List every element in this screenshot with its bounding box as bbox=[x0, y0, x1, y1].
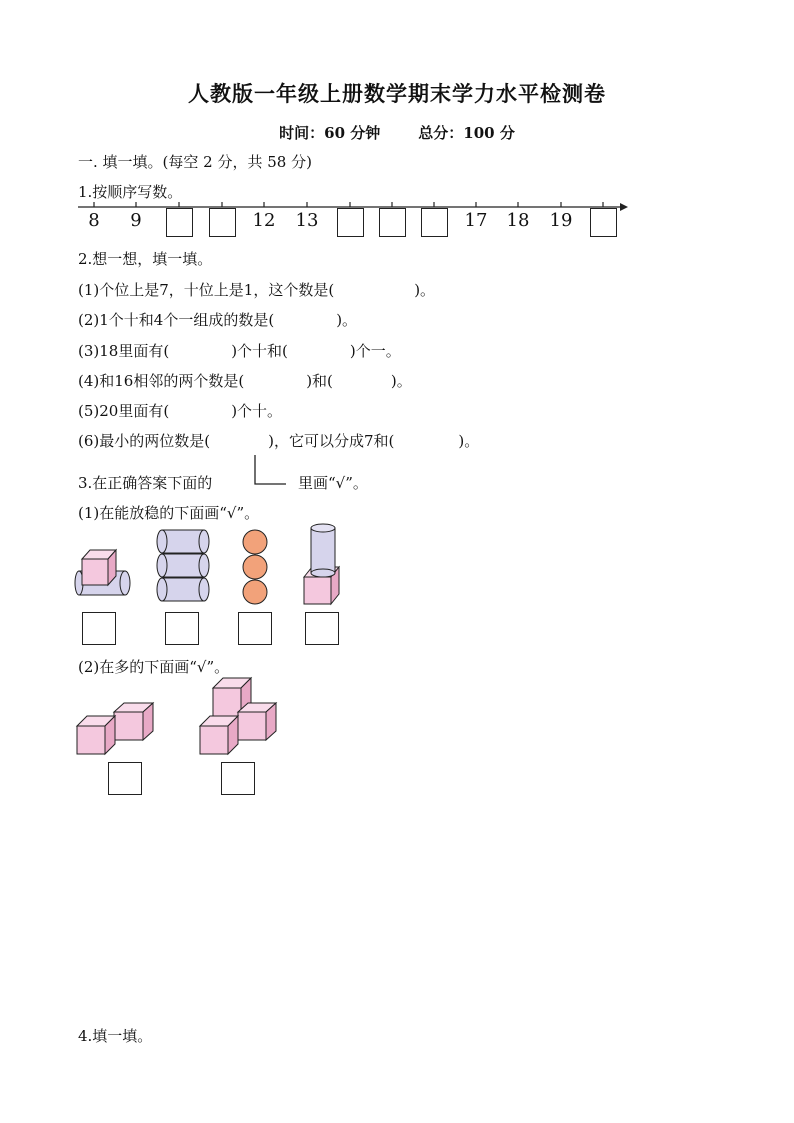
page-title: 人教版一年级上册数学期末学力水平检测卷 bbox=[188, 81, 606, 106]
q2-item-2: (2)1个十和4个一组成的数是( )。 bbox=[78, 311, 358, 329]
check-box[interactable] bbox=[221, 762, 255, 795]
cylinder-on-cube-figure bbox=[304, 524, 339, 604]
number-line-label: 8 bbox=[88, 210, 100, 231]
number-line-label: 12 bbox=[252, 210, 276, 231]
q4-heading: 4.填一填。 bbox=[78, 1027, 153, 1045]
q2-item-3: (3)18里面有( )个十和( )个一。 bbox=[78, 342, 401, 360]
exam-total-score: 总分：100 分 bbox=[418, 124, 515, 142]
section-heading: 一. 填一填。(每空 2 分，共 58 分) bbox=[78, 153, 312, 171]
number-line-label: 17 bbox=[464, 210, 488, 231]
cube-groups bbox=[0, 672, 794, 762]
number-line-label: 9 bbox=[130, 210, 142, 231]
stacked-spheres-figure bbox=[243, 530, 267, 604]
q3-part1: (1)在能放稳的下面画“√”。 bbox=[78, 504, 260, 522]
number-line-label: 13 bbox=[295, 210, 319, 231]
q1-heading: 1.按顺序写数。 bbox=[78, 183, 183, 201]
number-line-label: 18 bbox=[506, 210, 530, 231]
q3-heading-a: 3.在正确答案下面的 bbox=[78, 474, 213, 492]
stacked-cylinders-figure bbox=[157, 530, 209, 601]
exam-time: 时间：60 分钟 bbox=[279, 124, 381, 142]
cube-group-left bbox=[77, 703, 153, 754]
q3-part2: (2)在多的下面画“√”。 bbox=[78, 658, 230, 676]
exam-info bbox=[0, 122, 794, 143]
number-line-label: 19 bbox=[549, 210, 573, 231]
answer-box[interactable] bbox=[166, 208, 193, 237]
check-box[interactable] bbox=[108, 762, 142, 795]
answer-box[interactable] bbox=[337, 208, 364, 237]
q2-item-5: (5)20里面有( )个十。 bbox=[78, 402, 283, 420]
q2-heading: 2.想一想，填一填。 bbox=[78, 250, 213, 268]
answer-box[interactable] bbox=[421, 208, 448, 237]
answer-box[interactable] bbox=[209, 208, 236, 237]
stability-figures bbox=[0, 522, 794, 622]
check-box[interactable] bbox=[82, 612, 116, 645]
answer-box[interactable] bbox=[590, 208, 617, 237]
check-box[interactable] bbox=[305, 612, 339, 645]
q2-item-1: (1)个位上是7，十位上是1，这个数是( )。 bbox=[78, 281, 436, 299]
check-box[interactable] bbox=[165, 612, 199, 645]
q3-heading-b: 里画“√”。 bbox=[298, 474, 368, 492]
check-box[interactable] bbox=[238, 612, 272, 645]
answer-box[interactable] bbox=[379, 208, 406, 237]
cube-on-cylinder-figure bbox=[75, 550, 130, 595]
cube-group-right bbox=[200, 678, 276, 754]
q2-item-4: (4)和16相邻的两个数是( )和( )。 bbox=[78, 372, 412, 390]
q2-item-6: (6)最小的两位数是( )，它可以分成7和( )。 bbox=[78, 432, 480, 450]
box-symbol-icon bbox=[254, 455, 294, 487]
